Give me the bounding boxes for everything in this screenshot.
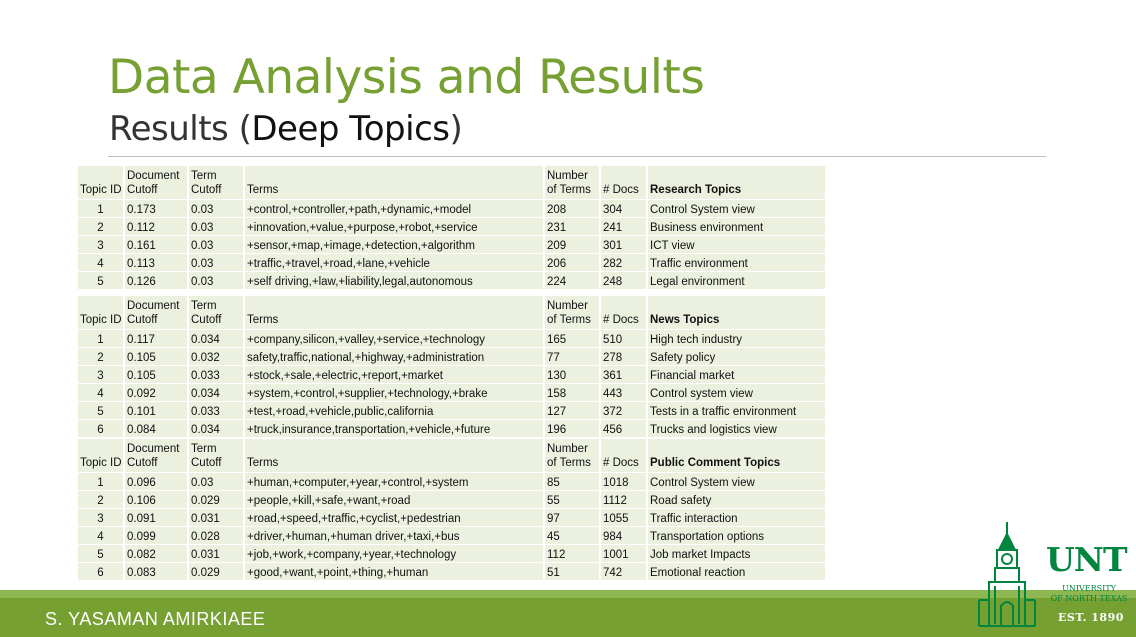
table-cell: 1 xyxy=(78,200,125,218)
subtitle-emphasis: Deep Topics xyxy=(251,109,450,149)
table-cell: 2 xyxy=(78,491,125,509)
table-cell: 361 xyxy=(601,366,648,384)
news-topics-table xyxy=(78,296,827,438)
table-row xyxy=(78,218,827,236)
table-cell: 3 xyxy=(78,236,125,254)
table-cell: 4 xyxy=(78,384,125,402)
table-cell: 372 xyxy=(601,402,648,420)
table-cell: 77 xyxy=(545,348,601,366)
table-cell: 0.106 xyxy=(125,491,189,509)
table-cell: 1112 xyxy=(601,491,648,509)
table-cell: 0.034 xyxy=(189,384,245,402)
table-row xyxy=(78,330,827,348)
column-header: # Docs xyxy=(601,296,648,330)
table-cell: 165 xyxy=(545,330,601,348)
university-name xyxy=(1042,584,1136,604)
table-cell: 0.173 xyxy=(125,200,189,218)
table-cell: safety,traffic,national,+highway,+administration xyxy=(245,348,545,366)
table-cell: 241 xyxy=(601,218,648,236)
table-cell: +self driving,+law,+liability,legal,autonomous xyxy=(245,272,545,290)
title-divider xyxy=(108,156,1046,157)
table-row xyxy=(78,236,827,254)
table-cell: +human,+computer,+year,+control,+system xyxy=(245,473,545,491)
slide-title: Data Analysis and Results xyxy=(108,50,705,105)
table-row xyxy=(78,402,827,420)
table-cell: +traffic,+travel,+road,+lane,+vehicle xyxy=(245,254,545,272)
table-cell: 4 xyxy=(78,527,125,545)
table-row xyxy=(78,563,827,581)
clock-tower-icon xyxy=(975,520,1039,630)
table-cell: 282 xyxy=(601,254,648,272)
table-cell: 1 xyxy=(78,473,125,491)
column-header: # Docs xyxy=(601,439,648,473)
table-cell: 112 xyxy=(545,545,601,563)
table-cell: 443 xyxy=(601,384,648,402)
table-cell: 6 xyxy=(78,420,125,438)
table-cell: Road safety xyxy=(648,491,827,509)
table-cell: 206 xyxy=(545,254,601,272)
table-cell: Control system view xyxy=(648,384,827,402)
author-name: S. YASAMAN AMIRKIAEE xyxy=(45,609,266,629)
table-cell: 1001 xyxy=(601,545,648,563)
column-header: # Docs xyxy=(601,166,648,200)
column-header: Terms xyxy=(245,439,545,473)
table-cell: 196 xyxy=(545,420,601,438)
table-cell: +control,+controller,+path,+dynamic,+model xyxy=(245,200,545,218)
table-cell: Tests in a traffic environment xyxy=(648,402,827,420)
table-cell: 1055 xyxy=(601,509,648,527)
table-cell: 0.029 xyxy=(189,563,245,581)
column-header: Topic ID xyxy=(78,296,125,330)
table-cell: 248 xyxy=(601,272,648,290)
table-cell: +innovation,+value,+purpose,+robot,+service xyxy=(245,218,545,236)
table-cell: 0.099 xyxy=(125,527,189,545)
column-header: Document Cutoff xyxy=(125,439,189,473)
table-cell: +road,+speed,+traffic,+cyclist,+pedestrian xyxy=(245,509,545,527)
table-cell: 5 xyxy=(78,545,125,563)
column-header: Topic ID xyxy=(78,166,125,200)
table-cell: +good,+want,+point,+thing,+human xyxy=(245,563,545,581)
table-cell: +test,+road,+vehicle,public,california xyxy=(245,402,545,420)
table-cell: 127 xyxy=(545,402,601,420)
university-line1: UNIVERSITY xyxy=(1062,584,1116,593)
table-cell: 0.096 xyxy=(125,473,189,491)
table-cell: 5 xyxy=(78,272,125,290)
table-header-row xyxy=(78,296,827,330)
table-cell: 0.092 xyxy=(125,384,189,402)
table-cell: 0.112 xyxy=(125,218,189,236)
table-row xyxy=(78,348,827,366)
table-cell: Job market Impacts xyxy=(648,545,827,563)
table-cell: +truck,insurance,transportation,+vehicle,+future xyxy=(245,420,545,438)
table-cell: Control System view xyxy=(648,200,827,218)
table-cell: +people,+kill,+safe,+want,+road xyxy=(245,491,545,509)
column-header: Number of Terms xyxy=(545,166,601,200)
table-cell: 208 xyxy=(545,200,601,218)
table-cell: High tech industry xyxy=(648,330,827,348)
table-cell: 0.083 xyxy=(125,563,189,581)
table-cell: 51 xyxy=(545,563,601,581)
table-cell: Financial market xyxy=(648,366,827,384)
table-cell: Trucks and logistics view xyxy=(648,420,827,438)
table-cell: Traffic interaction xyxy=(648,509,827,527)
research-topics-table xyxy=(78,166,827,290)
table-header-row xyxy=(78,439,827,473)
column-header: Terms xyxy=(245,166,545,200)
table-cell: Control System view xyxy=(648,473,827,491)
table-cell: 3 xyxy=(78,366,125,384)
table-cell: 209 xyxy=(545,236,601,254)
table-cell: 0.117 xyxy=(125,330,189,348)
table-cell: 2 xyxy=(78,348,125,366)
table-cell: 278 xyxy=(601,348,648,366)
table-cell: 0.033 xyxy=(189,402,245,420)
table-cell: Traffic environment xyxy=(648,254,827,272)
column-header: Number of Terms xyxy=(545,439,601,473)
table-cell: 0.105 xyxy=(125,366,189,384)
table-cell: +job,+work,+company,+year,+technology xyxy=(245,545,545,563)
table-row xyxy=(78,420,827,438)
table-cell: 0.091 xyxy=(125,509,189,527)
table-cell: 0.03 xyxy=(189,254,245,272)
table-cell: 742 xyxy=(601,563,648,581)
column-header: Document Cutoff xyxy=(125,166,189,200)
table-row xyxy=(78,366,827,384)
table-cell: Safety policy xyxy=(648,348,827,366)
table-cell: +sensor,+map,+image,+detection,+algorithm xyxy=(245,236,545,254)
column-header: Public Comment Topics xyxy=(648,439,827,473)
table-row xyxy=(78,491,827,509)
table-cell: 3 xyxy=(78,509,125,527)
table-cell: 0.029 xyxy=(189,491,245,509)
table-cell: 5 xyxy=(78,402,125,420)
table-cell: 1 xyxy=(78,330,125,348)
table-row xyxy=(78,254,827,272)
table-row xyxy=(78,200,827,218)
table-row xyxy=(78,384,827,402)
table-cell: 0.034 xyxy=(189,330,245,348)
table-row xyxy=(78,527,827,545)
footer-accent-band xyxy=(0,590,1136,598)
column-header: Document Cutoff xyxy=(125,296,189,330)
table-cell: 0.03 xyxy=(189,473,245,491)
table-row xyxy=(78,473,827,491)
table-cell: 510 xyxy=(601,330,648,348)
table-cell: +company,silicon,+valley,+service,+technology xyxy=(245,330,545,348)
subtitle-suffix: ) xyxy=(449,109,463,149)
column-header: News Topics xyxy=(648,296,827,330)
table-cell: 1018 xyxy=(601,473,648,491)
table-cell: 2 xyxy=(78,218,125,236)
table-cell: 0.031 xyxy=(189,509,245,527)
table-cell: Legal environment xyxy=(648,272,827,290)
table-cell: 45 xyxy=(545,527,601,545)
table-cell: 0.03 xyxy=(189,200,245,218)
table-cell: 0.126 xyxy=(125,272,189,290)
column-header: Number of Terms xyxy=(545,296,601,330)
table-cell: Transportation options xyxy=(648,527,827,545)
table-row xyxy=(78,545,827,563)
table-cell: 984 xyxy=(601,527,648,545)
table-row xyxy=(78,272,827,290)
table-cell: 0.03 xyxy=(189,272,245,290)
table-cell: 6 xyxy=(78,563,125,581)
table-cell: +driver,+human,+human driver,+taxi,+bus xyxy=(245,527,545,545)
table-cell: 0.03 xyxy=(189,236,245,254)
table-cell: 231 xyxy=(545,218,601,236)
table-cell: 0.03 xyxy=(189,218,245,236)
table-cell: 0.113 xyxy=(125,254,189,272)
column-header: Topic ID xyxy=(78,439,125,473)
table-cell: 0.028 xyxy=(189,527,245,545)
table-cell: 0.161 xyxy=(125,236,189,254)
table-cell: Emotional reaction xyxy=(648,563,827,581)
table-cell: Business environment xyxy=(648,218,827,236)
column-header: Term Cutoff xyxy=(189,166,245,200)
university-line2: OF NORTH TEXAS xyxy=(1050,594,1128,603)
table-cell: 4 xyxy=(78,254,125,272)
table-header-row xyxy=(78,166,827,200)
table-cell: 0.033 xyxy=(189,366,245,384)
table-cell: 0.105 xyxy=(125,348,189,366)
column-header: Research Topics xyxy=(648,166,827,200)
table-cell: 0.034 xyxy=(189,420,245,438)
column-header: Term Cutoff xyxy=(189,439,245,473)
table-cell: 0.031 xyxy=(189,545,245,563)
table-cell: +stock,+sale,+electric,+report,+market xyxy=(245,366,545,384)
table-cell: 0.032 xyxy=(189,348,245,366)
table-cell: 130 xyxy=(545,366,601,384)
table-cell: 304 xyxy=(601,200,648,218)
table-cell: 0.082 xyxy=(125,545,189,563)
column-header: Terms xyxy=(245,296,545,330)
table-cell: 85 xyxy=(545,473,601,491)
table-cell: 0.101 xyxy=(125,402,189,420)
slide-subtitle xyxy=(109,109,462,149)
table-cell: 97 xyxy=(545,509,601,527)
table-row xyxy=(78,509,827,527)
table-cell: 0.084 xyxy=(125,420,189,438)
table-cell: 158 xyxy=(545,384,601,402)
table-cell: 55 xyxy=(545,491,601,509)
table-cell: 224 xyxy=(545,272,601,290)
established-year: EST. 1890 xyxy=(1058,611,1124,624)
public-comment-topics-table xyxy=(78,439,827,581)
unt-logo-text: UNT xyxy=(1046,540,1127,579)
table-cell: 456 xyxy=(601,420,648,438)
table-cell: ICT view xyxy=(648,236,827,254)
table-cell: +system,+control,+supplier,+technology,+brake xyxy=(245,384,545,402)
table-cell: 301 xyxy=(601,236,648,254)
subtitle-prefix: Results ( xyxy=(109,109,252,149)
column-header: Term Cutoff xyxy=(189,296,245,330)
